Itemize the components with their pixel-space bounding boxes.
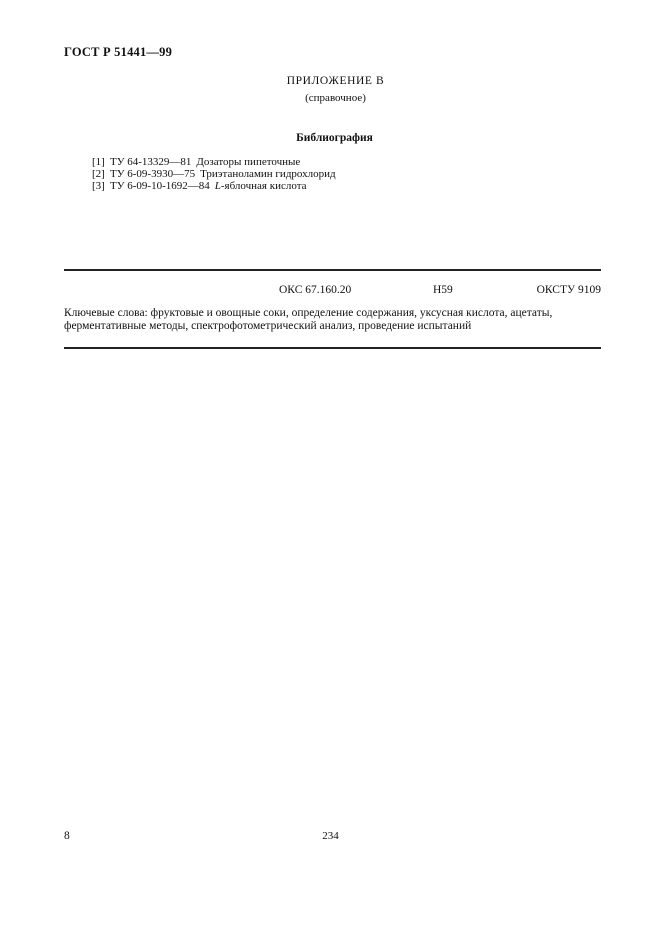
group-code: Н59 — [433, 284, 453, 296]
bibliography-item — [92, 156, 336, 168]
keywords-text: фруктовые и овощные соки, определение содержания, уксусная кислота, ацетаты, ферментативные методы, спектрофотометрический анализ, проведение испытаний — [64, 307, 553, 332]
bibliography-item-number: [3] — [92, 180, 105, 192]
bibliography-item-code: ТУ 6-09-10-1692—84 — [110, 180, 210, 192]
bibliography-item-name: Дозаторы пипеточные — [196, 156, 301, 168]
bibliography-item-name-rest: -яблочная кислота — [220, 180, 307, 192]
bibliography-item — [92, 180, 336, 192]
keywords — [64, 307, 604, 333]
bibliography-item — [92, 168, 336, 180]
appendix-title: ПРИЛОЖЕНИЕ В — [286, 75, 385, 87]
divider-top — [64, 269, 601, 271]
bibliography-item-code: ТУ 64-13329—81 — [110, 156, 192, 168]
document-header: ГОСТ Р 51441—99 — [64, 45, 173, 59]
bibliography-item-name-italic: L — [214, 180, 221, 192]
bibliography-item-number: [2] — [92, 168, 105, 180]
bibliography-list — [92, 156, 336, 192]
page-number-left: 8 — [64, 830, 70, 842]
bibliography-title: Библиография — [296, 132, 373, 144]
oks-code: ОКС 67.160.20 — [279, 284, 352, 296]
bibliography-item-name — [215, 180, 307, 192]
bibliography-item-number: [1] — [92, 156, 105, 168]
okstu-code: ОКСТУ 9109 — [536, 284, 601, 296]
appendix-subtitle: (справочное) — [305, 92, 366, 104]
divider-bottom — [64, 347, 601, 349]
keywords-label: Ключевые слова: — [64, 307, 148, 319]
bibliography-item-name: Триэтаноламин гидрохлорид — [200, 168, 336, 180]
page-number-center: 234 — [322, 830, 339, 842]
bibliography-item-code: ТУ 6-09-3930—75 — [110, 168, 196, 180]
